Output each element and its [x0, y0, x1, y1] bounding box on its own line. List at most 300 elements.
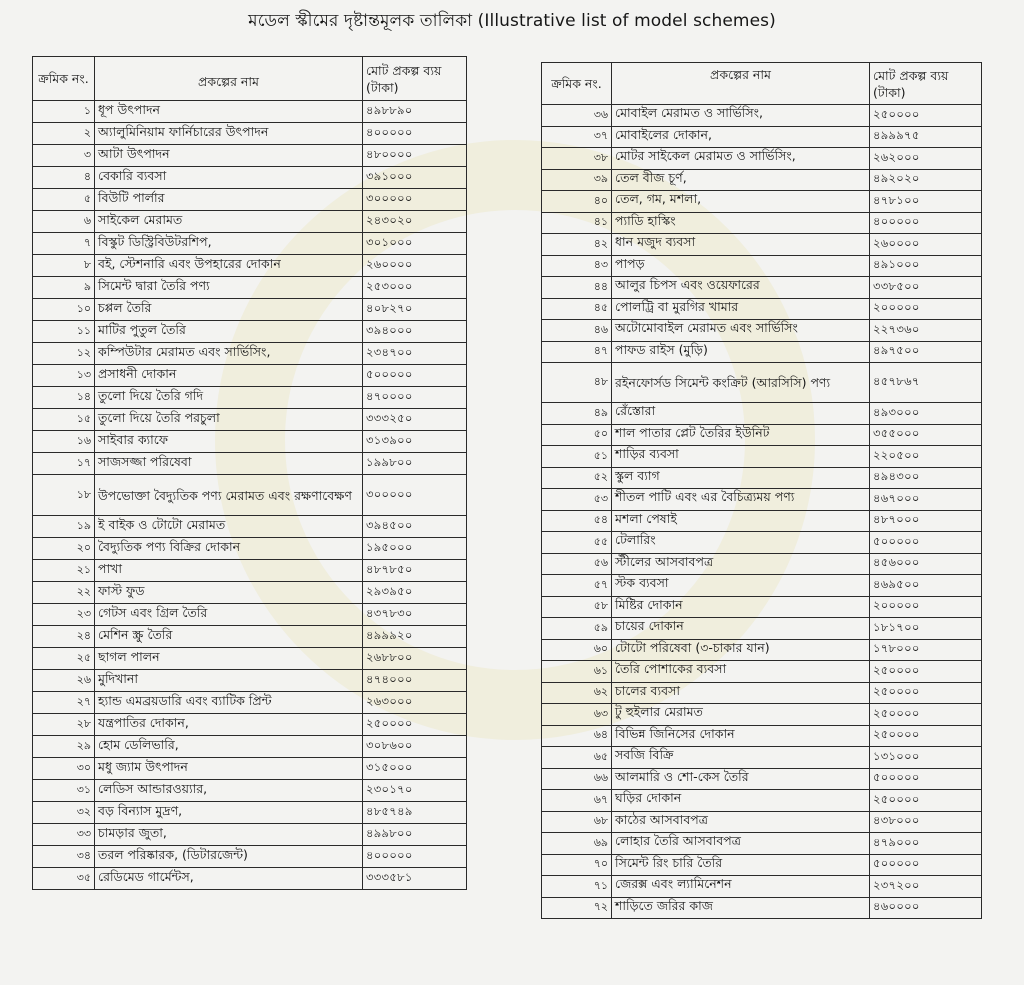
project-name-cell: প্যাডি হাস্কিং — [612, 212, 870, 234]
cost-cell: ৪৮৭০০০ — [870, 510, 982, 532]
project-name-cell: তৈরি পোশাকের ব্যবসা — [612, 661, 870, 683]
table-row — [542, 467, 982, 489]
header-total-cost: মোট প্রকল্প ব্যয় (টাকা) — [363, 57, 467, 101]
serial-cell: ৭২ — [542, 897, 612, 919]
table-row — [33, 167, 467, 189]
table-body-right — [542, 105, 982, 919]
table-row — [33, 387, 467, 409]
cost-cell: ৫০০০০০ — [870, 854, 982, 876]
cost-cell: ৪৭৯০০০ — [870, 833, 982, 855]
serial-cell: ৭০ — [542, 854, 612, 876]
serial-cell: ১৪ — [33, 387, 95, 409]
serial-cell: ২ — [33, 123, 95, 145]
cost-cell: ৪৯৯৯২০ — [363, 626, 467, 648]
serial-cell: ১৬ — [33, 431, 95, 453]
table-row — [542, 126, 982, 148]
project-name-cell: তুলো দিয়ে তৈরি পরচুলা — [95, 409, 363, 431]
project-name-cell: শাড়ির ব্যবসা — [612, 446, 870, 468]
project-name-cell: টু হুইলার মেরামত — [612, 704, 870, 726]
project-name-cell: তুলো দিয়ে তৈরি গদি — [95, 387, 363, 409]
serial-cell: ১০ — [33, 299, 95, 321]
cost-cell: ৪৮০০০০ — [363, 145, 467, 167]
table-row — [542, 553, 982, 575]
cost-cell: ৩৯৪৫০০ — [363, 516, 467, 538]
project-name-cell: রেডিমেড গার্মেন্টস, — [95, 868, 363, 890]
table-row — [542, 298, 982, 320]
serial-cell: ২৪ — [33, 626, 95, 648]
serial-cell: ১৮ — [33, 475, 95, 516]
table-row — [542, 255, 982, 277]
serial-cell: ৬৮ — [542, 811, 612, 833]
cost-cell: ৪৩৭৮৩০ — [363, 604, 467, 626]
table-row — [542, 833, 982, 855]
project-name-cell: কাঠের আসবাবপত্র — [612, 811, 870, 833]
project-name-cell: উপভোক্তা বৈদ্যুতিক পণ্য মেরামত এবং রক্ষণাবেক্ষণ — [95, 475, 363, 516]
serial-cell: ৬০ — [542, 639, 612, 661]
table-row — [33, 604, 467, 626]
project-name-cell: সাজসজ্জা পরিষেবা — [95, 453, 363, 475]
table-row — [542, 403, 982, 425]
serial-cell: ৩৩ — [33, 824, 95, 846]
serial-cell: ৫১ — [542, 446, 612, 468]
serial-cell: ৪৮ — [542, 363, 612, 403]
table-row — [542, 363, 982, 403]
serial-cell: ৪৫ — [542, 298, 612, 320]
project-name-cell: সাইকেল মেরামত — [95, 211, 363, 233]
project-name-cell: মিষ্টির দোকান — [612, 596, 870, 618]
project-name-cell: ছাগল পালন — [95, 648, 363, 670]
table-row — [542, 682, 982, 704]
cost-cell: ৫০০০০০ — [870, 768, 982, 790]
cost-cell: ৩১৫০০০ — [363, 758, 467, 780]
project-name-cell: লোহার তৈরি আসবাবপত্র — [612, 833, 870, 855]
project-name-cell: বিভিন্ন জিনিসের দোকান — [612, 725, 870, 747]
header-project-name: প্রকল্পের নাম — [95, 57, 363, 101]
cost-cell: ৩০০০০০ — [363, 189, 467, 211]
cost-cell: ২৫০০০০ — [870, 725, 982, 747]
serial-cell: ২২ — [33, 582, 95, 604]
cost-cell: ৩০০০০০ — [363, 475, 467, 516]
table-row — [542, 618, 982, 640]
project-name-cell: পাখা — [95, 560, 363, 582]
cost-cell: ২২০৫০০ — [870, 446, 982, 468]
serial-cell: ৩২ — [33, 802, 95, 824]
table-row — [542, 575, 982, 597]
serial-cell: ৫৫ — [542, 532, 612, 554]
cost-cell: ৩৩৩২৫০ — [363, 409, 467, 431]
serial-cell: ২৩ — [33, 604, 95, 626]
table-row — [542, 277, 982, 299]
cost-cell: ৪৯২০২০ — [870, 169, 982, 191]
cost-cell: ১৯৯৮০০ — [363, 453, 467, 475]
cost-cell: ৪০০০০০ — [870, 212, 982, 234]
serial-cell: ৪১ — [542, 212, 612, 234]
serial-cell: ৬৩ — [542, 704, 612, 726]
project-name-cell: ধান মজুদ ব্যবসা — [612, 234, 870, 256]
table-row — [33, 211, 467, 233]
header-serial: ক্রমিক নং. — [542, 63, 612, 105]
project-name-cell: বিস্কুট ডিস্ট্রিবিউটরশিপ, — [95, 233, 363, 255]
cost-cell: ২৩৪৭০০ — [363, 343, 467, 365]
serial-cell: ৩৮ — [542, 148, 612, 170]
serial-cell: ৩১ — [33, 780, 95, 802]
serial-cell: ৫৪ — [542, 510, 612, 532]
table-row — [33, 255, 467, 277]
cost-cell: ৪৮৭৮৫০ — [363, 560, 467, 582]
serial-cell: ৪২ — [542, 234, 612, 256]
cost-cell: ৪৭০০০০ — [363, 387, 467, 409]
project-name-cell: তেল, গম, মশলা, — [612, 191, 870, 213]
table-row — [33, 714, 467, 736]
table-row — [542, 489, 982, 511]
project-name-cell: মোবাইল মেরামত ও সার্ভিসিং, — [612, 105, 870, 127]
cost-cell: ২৫০০০০ — [870, 661, 982, 683]
table-row — [33, 409, 467, 431]
table-row — [542, 105, 982, 127]
serial-cell: ৫৮ — [542, 596, 612, 618]
cost-cell: ২৬৩০০০ — [363, 692, 467, 714]
table-row — [542, 790, 982, 812]
cost-cell: ২৬০০০০ — [363, 255, 467, 277]
cost-cell: ৪৩৮০০০ — [870, 811, 982, 833]
cost-cell: ৪৬৯৫০০ — [870, 575, 982, 597]
project-name-cell: শাড়িতে জরির কাজ — [612, 897, 870, 919]
serial-cell: ৯ — [33, 277, 95, 299]
cost-cell: ২৫০০০০ — [870, 790, 982, 812]
table-row — [542, 212, 982, 234]
header-total-cost: মোট প্রকল্প ব্যয় (টাকা) — [870, 63, 982, 105]
cost-cell: ১৮১৭০০ — [870, 618, 982, 640]
cost-cell: ১৯৫০০০ — [363, 538, 467, 560]
table-row — [33, 692, 467, 714]
page-title: মডেল স্কীমের দৃষ্টান্তমূলক তালিকা (Illustrative list of model schemes) — [248, 11, 776, 31]
cost-cell: ৩০১০০০ — [363, 233, 467, 255]
project-name-cell: রেঁস্তোরা — [612, 403, 870, 425]
project-name-cell: সাইবার ক্যাফে — [95, 431, 363, 453]
project-name-cell: সিমেন্ট দ্বারা তৈরি পণ্য — [95, 277, 363, 299]
table-row — [33, 343, 467, 365]
project-name-cell: শাল পাতার প্লেট তৈরির ইউনিট — [612, 424, 870, 446]
project-name-cell: জেরক্স এবং ল্যামিনেশন — [612, 876, 870, 898]
cost-cell: ২০০০০০ — [870, 298, 982, 320]
table-row — [33, 233, 467, 255]
project-name-cell: টেলারিং — [612, 532, 870, 554]
project-name-cell: মোটর সাইকেল মেরামত ও সার্ভিসিং, — [612, 148, 870, 170]
cost-cell: ৫০০০০০ — [363, 365, 467, 387]
cost-cell: ৪৬০০০০ — [870, 897, 982, 919]
cost-cell: ৪৯৭৫০০ — [870, 341, 982, 363]
serial-cell: ১৫ — [33, 409, 95, 431]
serial-cell: ৮ — [33, 255, 95, 277]
serial-cell: ৩৪ — [33, 846, 95, 868]
header-project-name: প্রকল্পের নাম — [612, 63, 870, 105]
project-name-cell: সিমেন্ট রিং চারি তৈরি — [612, 854, 870, 876]
serial-cell: ৭১ — [542, 876, 612, 898]
cost-cell: ২৫০০০০ — [870, 682, 982, 704]
table-row — [33, 802, 467, 824]
table-row — [33, 626, 467, 648]
project-name-cell: আলুর চিপস এবং ওয়েফারের — [612, 277, 870, 299]
project-name-cell: স্টক ব্যবসা — [612, 575, 870, 597]
cost-cell: ২৬৮৮০০ — [363, 648, 467, 670]
project-name-cell: পাফড রাইস (মুড়ি) — [612, 341, 870, 363]
serial-cell: ৬৫ — [542, 747, 612, 769]
project-name-cell: লেডিস আন্ডারওয়্যার, — [95, 780, 363, 802]
table-row — [33, 516, 467, 538]
project-name-cell: আলমারি ও শো-কেস তৈরি — [612, 768, 870, 790]
table-row — [542, 704, 982, 726]
serial-cell: ২১ — [33, 560, 95, 582]
serial-cell: ৬১ — [542, 661, 612, 683]
table-row — [542, 424, 982, 446]
project-name-cell: পাপড় — [612, 255, 870, 277]
project-name-cell: প্রসাধনী দোকান — [95, 365, 363, 387]
serial-cell: ৬৭ — [542, 790, 612, 812]
cost-cell: ২৩৭২০০ — [870, 876, 982, 898]
table-row — [542, 854, 982, 876]
cost-cell: ২০০০০০ — [870, 596, 982, 618]
table-row — [542, 191, 982, 213]
cost-cell: ২৫০০০০ — [870, 704, 982, 726]
serial-cell: ২০ — [33, 538, 95, 560]
project-name-cell: কম্পিউটার মেরামত এবং সার্ভিসিং, — [95, 343, 363, 365]
table-row — [542, 725, 982, 747]
table-header-row — [33, 57, 467, 101]
project-name-cell: বই, স্টেশনারি এবং উপহারের দোকান — [95, 255, 363, 277]
table-header-row — [542, 63, 982, 105]
schemes-table-right — [541, 62, 982, 919]
table-row — [542, 234, 982, 256]
serial-cell: ১৩ — [33, 365, 95, 387]
serial-cell: ৫৯ — [542, 618, 612, 640]
cost-cell: ২৫০০০০ — [870, 105, 982, 127]
serial-cell: ৩৯ — [542, 169, 612, 191]
project-name-cell: চায়ের দোকান — [612, 618, 870, 640]
serial-cell: ৬৪ — [542, 725, 612, 747]
project-name-cell: বিউটি পার্লার — [95, 189, 363, 211]
serial-cell: ৪০ — [542, 191, 612, 213]
serial-cell: ৫৬ — [542, 553, 612, 575]
table-row — [33, 431, 467, 453]
serial-cell: ৫০ — [542, 424, 612, 446]
table-row — [33, 189, 467, 211]
table-row — [542, 596, 982, 618]
cost-cell: ৪৫৬০০০ — [870, 553, 982, 575]
table-row — [33, 145, 467, 167]
table-row — [33, 758, 467, 780]
project-name-cell: মাটির পুতুল তৈরি — [95, 321, 363, 343]
serial-cell: ৪৬ — [542, 320, 612, 342]
cost-cell: ৪৯৮৮৯০ — [363, 101, 467, 123]
serial-cell: ৩৫ — [33, 868, 95, 890]
cost-cell: ২২৭৩৬০ — [870, 320, 982, 342]
project-name-cell: বড় বিন্যাস মুদ্রণ, — [95, 802, 363, 824]
cost-cell: ৪৮৫৭৪৯ — [363, 802, 467, 824]
project-name-cell: অ্যালুমিনিয়াম ফার্নিচারের উৎপাদন — [95, 123, 363, 145]
cost-cell: ২৬০০০০ — [870, 234, 982, 256]
table-row — [542, 320, 982, 342]
table-row — [33, 321, 467, 343]
table-row — [33, 736, 467, 758]
project-name-cell: চপ্পল তৈরি — [95, 299, 363, 321]
table-row — [542, 639, 982, 661]
table-row — [33, 648, 467, 670]
project-name-cell: মশলা পেষাই — [612, 510, 870, 532]
cost-cell: ৪০০০০০ — [363, 846, 467, 868]
serial-cell: ১৭ — [33, 453, 95, 475]
serial-cell: ৩৬ — [542, 105, 612, 127]
serial-cell: ২৭ — [33, 692, 95, 714]
project-name-cell: ফাস্ট ফুড — [95, 582, 363, 604]
cost-cell: ৪৯১০০০ — [870, 255, 982, 277]
cost-cell: ৪৯৩০০০ — [870, 403, 982, 425]
table-row — [33, 453, 467, 475]
project-name-cell: সবজি বিক্রি — [612, 747, 870, 769]
serial-cell: ২৬ — [33, 670, 95, 692]
table-row — [33, 560, 467, 582]
table-row — [542, 341, 982, 363]
serial-cell: ৫৩ — [542, 489, 612, 511]
serial-cell: ১৯ — [33, 516, 95, 538]
table-row — [33, 277, 467, 299]
project-name-cell: যন্ত্রপাতির দোকান, — [95, 714, 363, 736]
table-row — [542, 747, 982, 769]
table-row — [33, 123, 467, 145]
table-row — [33, 582, 467, 604]
serial-cell: ৩০ — [33, 758, 95, 780]
table-row — [33, 365, 467, 387]
table-row — [542, 169, 982, 191]
project-name-cell: তেল বীজ চূর্ণ, — [612, 169, 870, 191]
cost-cell: ৩৯১০০০ — [363, 167, 467, 189]
schemes-table-left — [32, 56, 467, 890]
cost-cell: ৪৫৭৮৬৭ — [870, 363, 982, 403]
cost-cell: ১৩১০০০ — [870, 747, 982, 769]
project-name-cell: চালের ব্যবসা — [612, 682, 870, 704]
table-row — [33, 299, 467, 321]
serial-cell: ৪৩ — [542, 255, 612, 277]
table-row — [542, 532, 982, 554]
cost-cell: ২৫৩০০০ — [363, 277, 467, 299]
table-row — [33, 824, 467, 846]
project-name-cell: গেটস এবং গ্রিল তৈরি — [95, 604, 363, 626]
serial-cell: ৫২ — [542, 467, 612, 489]
serial-cell: ১ — [33, 101, 95, 123]
cost-cell: ২৪৩০২০ — [363, 211, 467, 233]
table-row — [33, 868, 467, 890]
cost-cell: ৪০৮২৭০ — [363, 299, 467, 321]
table-row — [33, 670, 467, 692]
cost-cell: ৪০০০০০ — [363, 123, 467, 145]
serial-cell: ৪৪ — [542, 277, 612, 299]
cost-cell: ৩৩৩৫৮১ — [363, 868, 467, 890]
table-body-left — [33, 101, 467, 890]
project-name-cell: আটা উৎপাদন — [95, 145, 363, 167]
table-row — [542, 446, 982, 468]
cost-cell: ৪৬৭০০০ — [870, 489, 982, 511]
cost-cell: ৩৫৫০০০ — [870, 424, 982, 446]
project-name-cell: টোটো পরিষেবা (৩-চাকার যান) — [612, 639, 870, 661]
cost-cell: ৩৩৮৫০০ — [870, 277, 982, 299]
project-name-cell: পোলট্রি বা মুরগির খামার — [612, 298, 870, 320]
table-row — [33, 538, 467, 560]
project-name-cell: ধূপ উৎপাদন — [95, 101, 363, 123]
cost-cell: ৩০৮৬০০ — [363, 736, 467, 758]
table-row — [542, 768, 982, 790]
table-row — [33, 780, 467, 802]
serial-cell: ১২ — [33, 343, 95, 365]
table-row — [542, 811, 982, 833]
project-name-cell: মেশিন স্ক্রু তৈরি — [95, 626, 363, 648]
table-row — [542, 897, 982, 919]
project-name-cell: ই বাইক ও টোটো মেরামত — [95, 516, 363, 538]
serial-cell: ২৫ — [33, 648, 95, 670]
serial-cell: ৬৯ — [542, 833, 612, 855]
project-name-cell: রইনফোর্সড সিমেন্ট কংক্রিট (আরসিসি) পণ্য — [612, 363, 870, 403]
serial-cell: ৭ — [33, 233, 95, 255]
serial-cell: ৩ — [33, 145, 95, 167]
cost-cell: ২৩০১৭০ — [363, 780, 467, 802]
project-name-cell: হ্যান্ড এমব্রয়ডারি এবং ব্যাটিক প্রিন্ট — [95, 692, 363, 714]
serial-cell: ৪ — [33, 167, 95, 189]
project-name-cell: মধু জ্যাম উৎপাদন — [95, 758, 363, 780]
project-name-cell: মোবাইলের দোকান, — [612, 126, 870, 148]
cost-cell: ৪৯৪৩০০ — [870, 467, 982, 489]
table-row — [542, 510, 982, 532]
cost-cell: ৪৯৯৮০০ — [363, 824, 467, 846]
serial-cell: ২৯ — [33, 736, 95, 758]
project-name-cell: ঘড়ির দোকান — [612, 790, 870, 812]
table-row — [33, 101, 467, 123]
serial-cell: ২৮ — [33, 714, 95, 736]
serial-cell: ৪৭ — [542, 341, 612, 363]
project-name-cell: মুদিখানা — [95, 670, 363, 692]
cost-cell: ৩১৩৯০০ — [363, 431, 467, 453]
table-row — [542, 148, 982, 170]
serial-cell: ৫৭ — [542, 575, 612, 597]
serial-cell: ১১ — [33, 321, 95, 343]
cost-cell: ৪৯৯৯৭৫ — [870, 126, 982, 148]
serial-cell: ৩৭ — [542, 126, 612, 148]
cost-cell: ২৫০০০০ — [363, 714, 467, 736]
serial-cell: ৬ — [33, 211, 95, 233]
header-serial: ক্রমিক নং. — [33, 57, 95, 101]
serial-cell: ৪৯ — [542, 403, 612, 425]
cost-cell: ৫০০০০০ — [870, 532, 982, 554]
project-name-cell: হোম ডেলিভারি, — [95, 736, 363, 758]
cost-cell: ১৭৮০০০ — [870, 639, 982, 661]
table-row — [33, 475, 467, 516]
project-name-cell: শীতল পাটি এবং এর বৈচিত্র্যময় পণ্য — [612, 489, 870, 511]
cost-cell: ২৬২০০০ — [870, 148, 982, 170]
table-row — [542, 876, 982, 898]
cost-cell: ২৯৩৯৫০ — [363, 582, 467, 604]
project-name-cell: চামড়ার জুতা, — [95, 824, 363, 846]
project-name-cell: অটোমোবাইল মেরামত এবং সার্ভিসিং — [612, 320, 870, 342]
serial-cell: ৬২ — [542, 682, 612, 704]
serial-cell: ৫ — [33, 189, 95, 211]
project-name-cell: স্টীলের আসবাবপত্র — [612, 553, 870, 575]
serial-cell: ৬৬ — [542, 768, 612, 790]
cost-cell: ৩৯৪০০০ — [363, 321, 467, 343]
project-name-cell: বৈদ্যুতিক পণ্য বিক্রির দোকান — [95, 538, 363, 560]
table-row — [542, 661, 982, 683]
cost-cell: ৪৭৪০০০ — [363, 670, 467, 692]
project-name-cell: স্কুল ব্যাগ — [612, 467, 870, 489]
cost-cell: ৪৭৮১০০ — [870, 191, 982, 213]
table-row — [33, 846, 467, 868]
project-name-cell: তরল পরিষ্কারক, (ডিটারজেন্ট) — [95, 846, 363, 868]
